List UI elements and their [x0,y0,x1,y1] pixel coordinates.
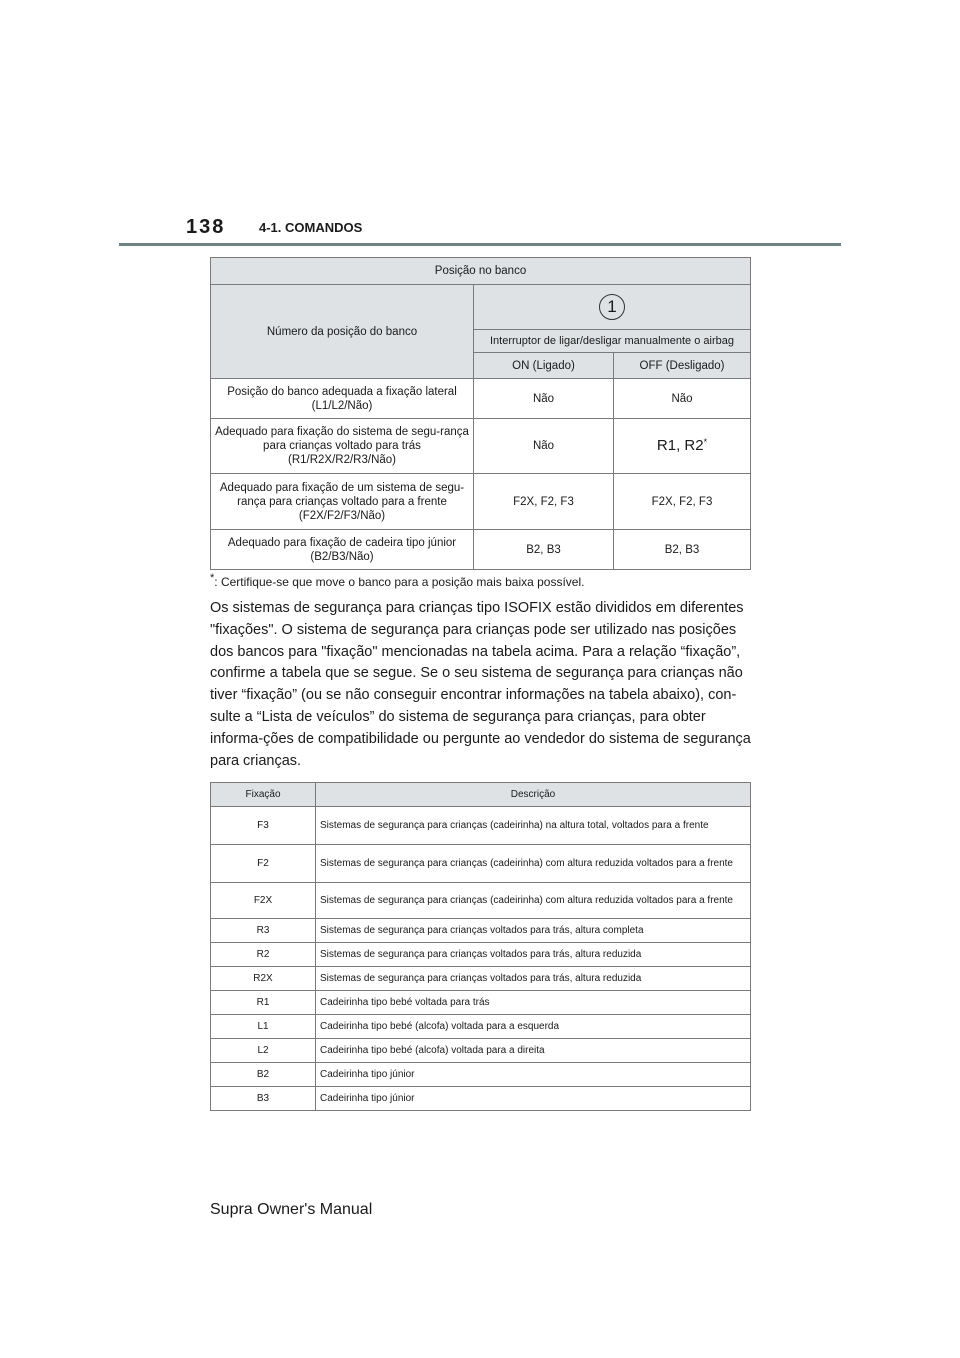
header-divider [119,243,841,246]
body-paragraph: Os sistemas de segurança para crianças tipo ISOFIX estão divididos em diferentes "fixações". O sistema de segurança para crianças pode ser utilizado nas posições dos bancos para "fixação" mencionadas na tabela acima. Para a relação “fixação”, confirme a tabela que se segue. Se o seu sistema de segurança para crianças não tiver “fixação” (ou se não conseguir encontrar informações na tabela abaixo), con-sulte a “Lista de veículos” do sistema de segurança para crianças, para obter informa-ções de compatibilidade ou pergunte ao vendedor do sistema de segurança para crianças. [210,600,751,769]
table-row [211,1087,751,1111]
fixation-description: Sistemas de segurança para crianças (cadeirinha) com altura reduzida voltados para a frente [316,883,751,919]
fixation-description: Sistemas de segurança para crianças voltados para trás, altura completa [316,919,751,943]
seat-number-badge: 1 [599,294,625,320]
fixation-description: Cadeirinha tipo bebé voltada para trás [316,991,751,1015]
table-row [211,991,751,1015]
page-number: 138 [186,216,226,238]
table-row [211,919,751,943]
row-label: Adequado para fixação de cadeira tipo júnior (B2/B3/Não) [211,530,474,570]
off-value-text: R1, R2 [656,436,704,454]
table-row [211,379,751,419]
fixation-header: Fixação [211,783,316,807]
table-row [211,530,751,570]
on-value: Não [474,419,614,474]
table-row [211,419,751,474]
on-value: Não [474,379,614,419]
table-row [211,1063,751,1087]
col-on-header: ON (Ligado) [474,353,614,379]
fixation-code: F2X [211,883,316,919]
off-value [614,419,751,474]
table-row [211,1015,751,1039]
table-row [211,883,751,919]
seat-number-header: Número da posição do banco [211,285,474,379]
airbag-switch-header: Interruptor de ligar/desligar manualmente o airbag [474,330,751,353]
fixation-code: B2 [211,1063,316,1087]
fixation-description: Cadeirinha tipo bebé (alcofa) voltada para a direita [316,1039,751,1063]
fixation-code: R1 [211,991,316,1015]
footnote-marker: * [210,572,215,584]
fixation-code: F2 [211,845,316,883]
footnote-text: : Certifique-se que move o banco para a posição mais baixa possível. [214,575,585,589]
fixation-code: L2 [211,1039,316,1063]
row-label: Posição do banco adequada a fixação lateral (L1/L2/Não) [211,379,474,419]
fixation-code: R2X [211,967,316,991]
fixation-code: R2 [211,943,316,967]
fixation-description: Cadeirinha tipo bebé (alcofa) voltada para a esquerda [316,1015,751,1039]
table-row [211,967,751,991]
fixation-description: Sistemas de segurança para crianças voltados para trás, altura reduzida [316,967,751,991]
section-title: 4-1. COMANDOS [259,220,363,235]
footnote-marker: * [703,436,708,447]
fixation-code: L1 [211,1015,316,1039]
row-label: Adequado para fixação do sistema de segu-rança para crianças voltado para trás (R1/R2X/R2/R3/Não) [211,419,474,474]
table-row [211,1039,751,1063]
off-value: B2, B3 [614,530,751,570]
table-row [211,474,751,530]
on-value: B2, B3 [474,530,614,570]
table-row [211,807,751,845]
footnote [210,572,585,589]
description-header: Descrição [316,783,751,807]
row-label: Adequado para fixação de um sistema de segu-rança para crianças voltado para a frente (F2X/F2/F3/Não) [211,474,474,530]
seat-position-table [210,257,751,570]
fixation-code: F3 [211,807,316,845]
fixation-description: Sistemas de segurança para crianças voltados para trás, altura reduzida [316,943,751,967]
seat-number-cell [474,285,751,330]
off-value: F2X, F2, F3 [614,474,751,530]
fixation-description: Sistemas de segurança para crianças (cadeirinha) na altura total, voltados para a frente [316,807,751,845]
table-row [211,943,751,967]
manual-name: Supra Owner's Manual [210,1201,373,1218]
col-off-header: OFF (Desligado) [614,353,751,379]
fixation-description: Cadeirinha tipo júnior [316,1087,751,1111]
fixation-table [210,782,751,1111]
table-row [211,845,751,883]
off-value: Não [614,379,751,419]
fixation-description: Sistemas de segurança para crianças (cadeirinha) com altura reduzida voltados para a frente [316,845,751,883]
fixation-code: R3 [211,919,316,943]
fixation-description: Cadeirinha tipo júnior [316,1063,751,1087]
on-value: F2X, F2, F3 [474,474,614,530]
fixation-code: B3 [211,1087,316,1111]
seat-table-title: Posição no banco [211,258,751,285]
